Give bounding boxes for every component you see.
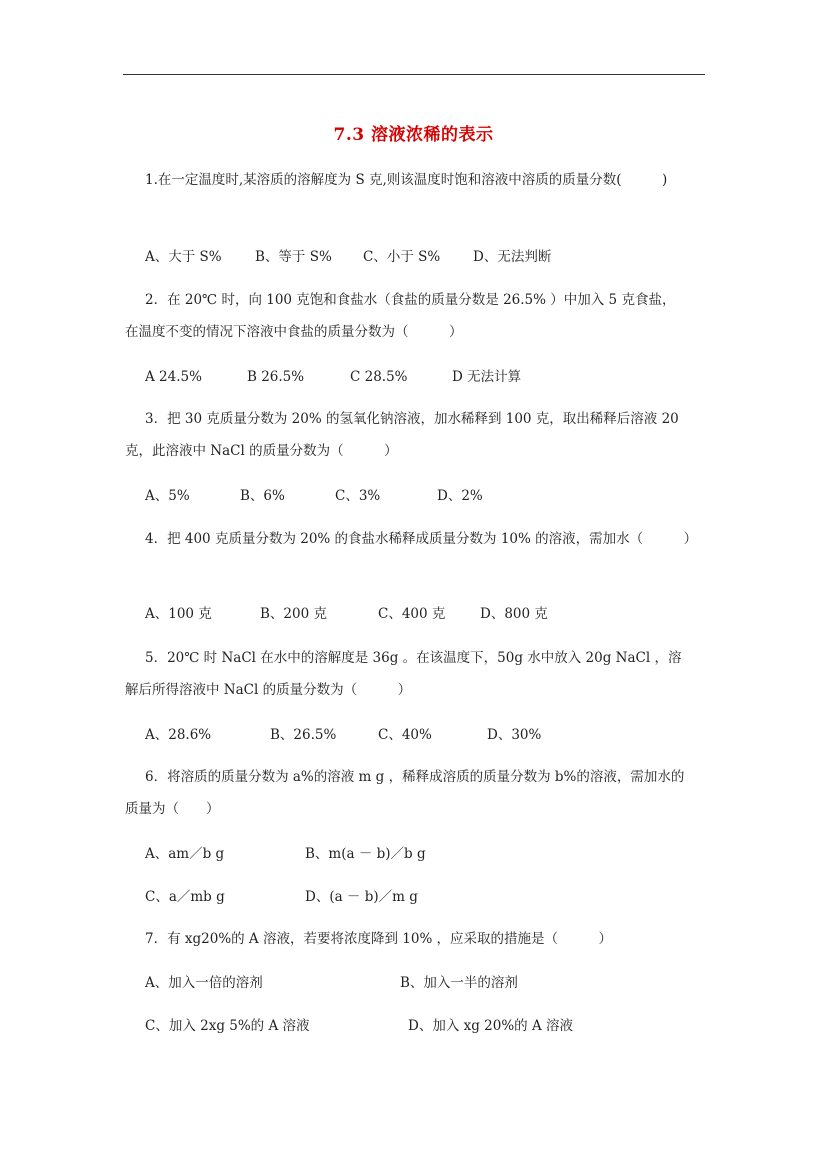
question-6-option-c: C、a／mb g [145,889,225,905]
question-1-option-d: D、无法判断 [473,249,552,265]
page-title: 7.3 溶液浓稀的表示 [333,125,494,145]
question-7-option-d: D、加入 xg 20%的 A 溶液 [408,1018,573,1034]
question-5-option-a: A、28.6% [145,727,212,743]
header-rule [123,74,705,75]
question-3-option-d: D、2% [437,488,483,504]
question-6-option-a: A、am／b g [145,846,225,862]
question-1-option-c: C、小于 S% [363,249,441,265]
question-1-option-a: A、大于 S% [145,249,222,265]
question-7-option-c: C、加入 2xg 5%的 A 溶液 [145,1018,310,1034]
question-3-text: 3．把 30 克质量分数为 20% 的氢氧化钠溶液，加水稀释到 100 克，取出稀释后溶液 20 [145,411,679,427]
question-1-text: 1.在一定温度时,某溶质的溶解度为 S 克,则该温度时饱和溶液中溶质的质量分数( ) [145,172,668,188]
question-7-option-b: B、加入一半的溶剂 [400,975,518,991]
question-3-option-a: A、5% [145,488,190,504]
question-5-option-d: D、30% [487,727,542,743]
question-4-option-c: C、400 克 [378,606,446,622]
question-6-text-cont: 质量为（ ） [125,801,220,817]
question-2-option-c: C 28.5% [350,369,408,385]
question-3-option-c: C、3% [335,488,381,504]
question-2-option-d: D 无法计算 [452,369,522,385]
question-2-text-cont: 在温度不变的情况下溶液中食盐的质量分数为（ ） [125,324,463,340]
question-7-text: 7．有 xg20%的 A 溶液，若要将浓度降到 10% ，应采取的措施是（ ） [145,931,613,947]
question-5-option-c: C、40% [378,727,432,743]
question-4-option-b: B、200 克 [260,606,327,622]
question-5-option-b: B、26.5% [270,727,337,743]
question-2-option-b: B 26.5% [247,369,305,385]
question-6-text: 6．将溶质的质量分数为 a%的溶液 m g ，稀释成溶质的质量分数为 b%的溶液，需加水的 [145,769,685,785]
question-2-text: 2．在 20℃ 时，向 100 克饱和食盐水（食盐的质量分数是 26.5% ）中加入 5 克食盐， [145,292,676,308]
question-2-option-a: A 24.5% [145,369,202,385]
question-4-option-d: D、800 克 [480,606,548,622]
question-3-text-cont: 克，此溶液中 NaCl 的质量分数为（ ） [125,443,398,459]
question-5-text-cont: 解后所得溶液中 NaCl 的质量分数为（ ） [125,682,412,698]
question-1-option-b: B、等于 S% [255,249,332,265]
question-3-option-b: B、6% [240,488,285,504]
question-7-option-a: A、加入一倍的溶剂 [145,975,263,991]
question-6-option-b: B、m(a － b)／b g [305,846,426,862]
question-6-option-d: D、(a － b)／m g [305,889,418,905]
question-5-text: 5．20℃ 时 NaCl 在水中的溶解度是 36g 。在该温度下，50g 水中放入 20g NaCl ，溶 [145,650,682,666]
question-4-text: 4．把 400 克质量分数为 20% 的食盐水稀释成质量分数为 10% 的溶液，需加水（ ） [145,531,698,547]
question-4-option-a: A、100 克 [145,606,212,622]
